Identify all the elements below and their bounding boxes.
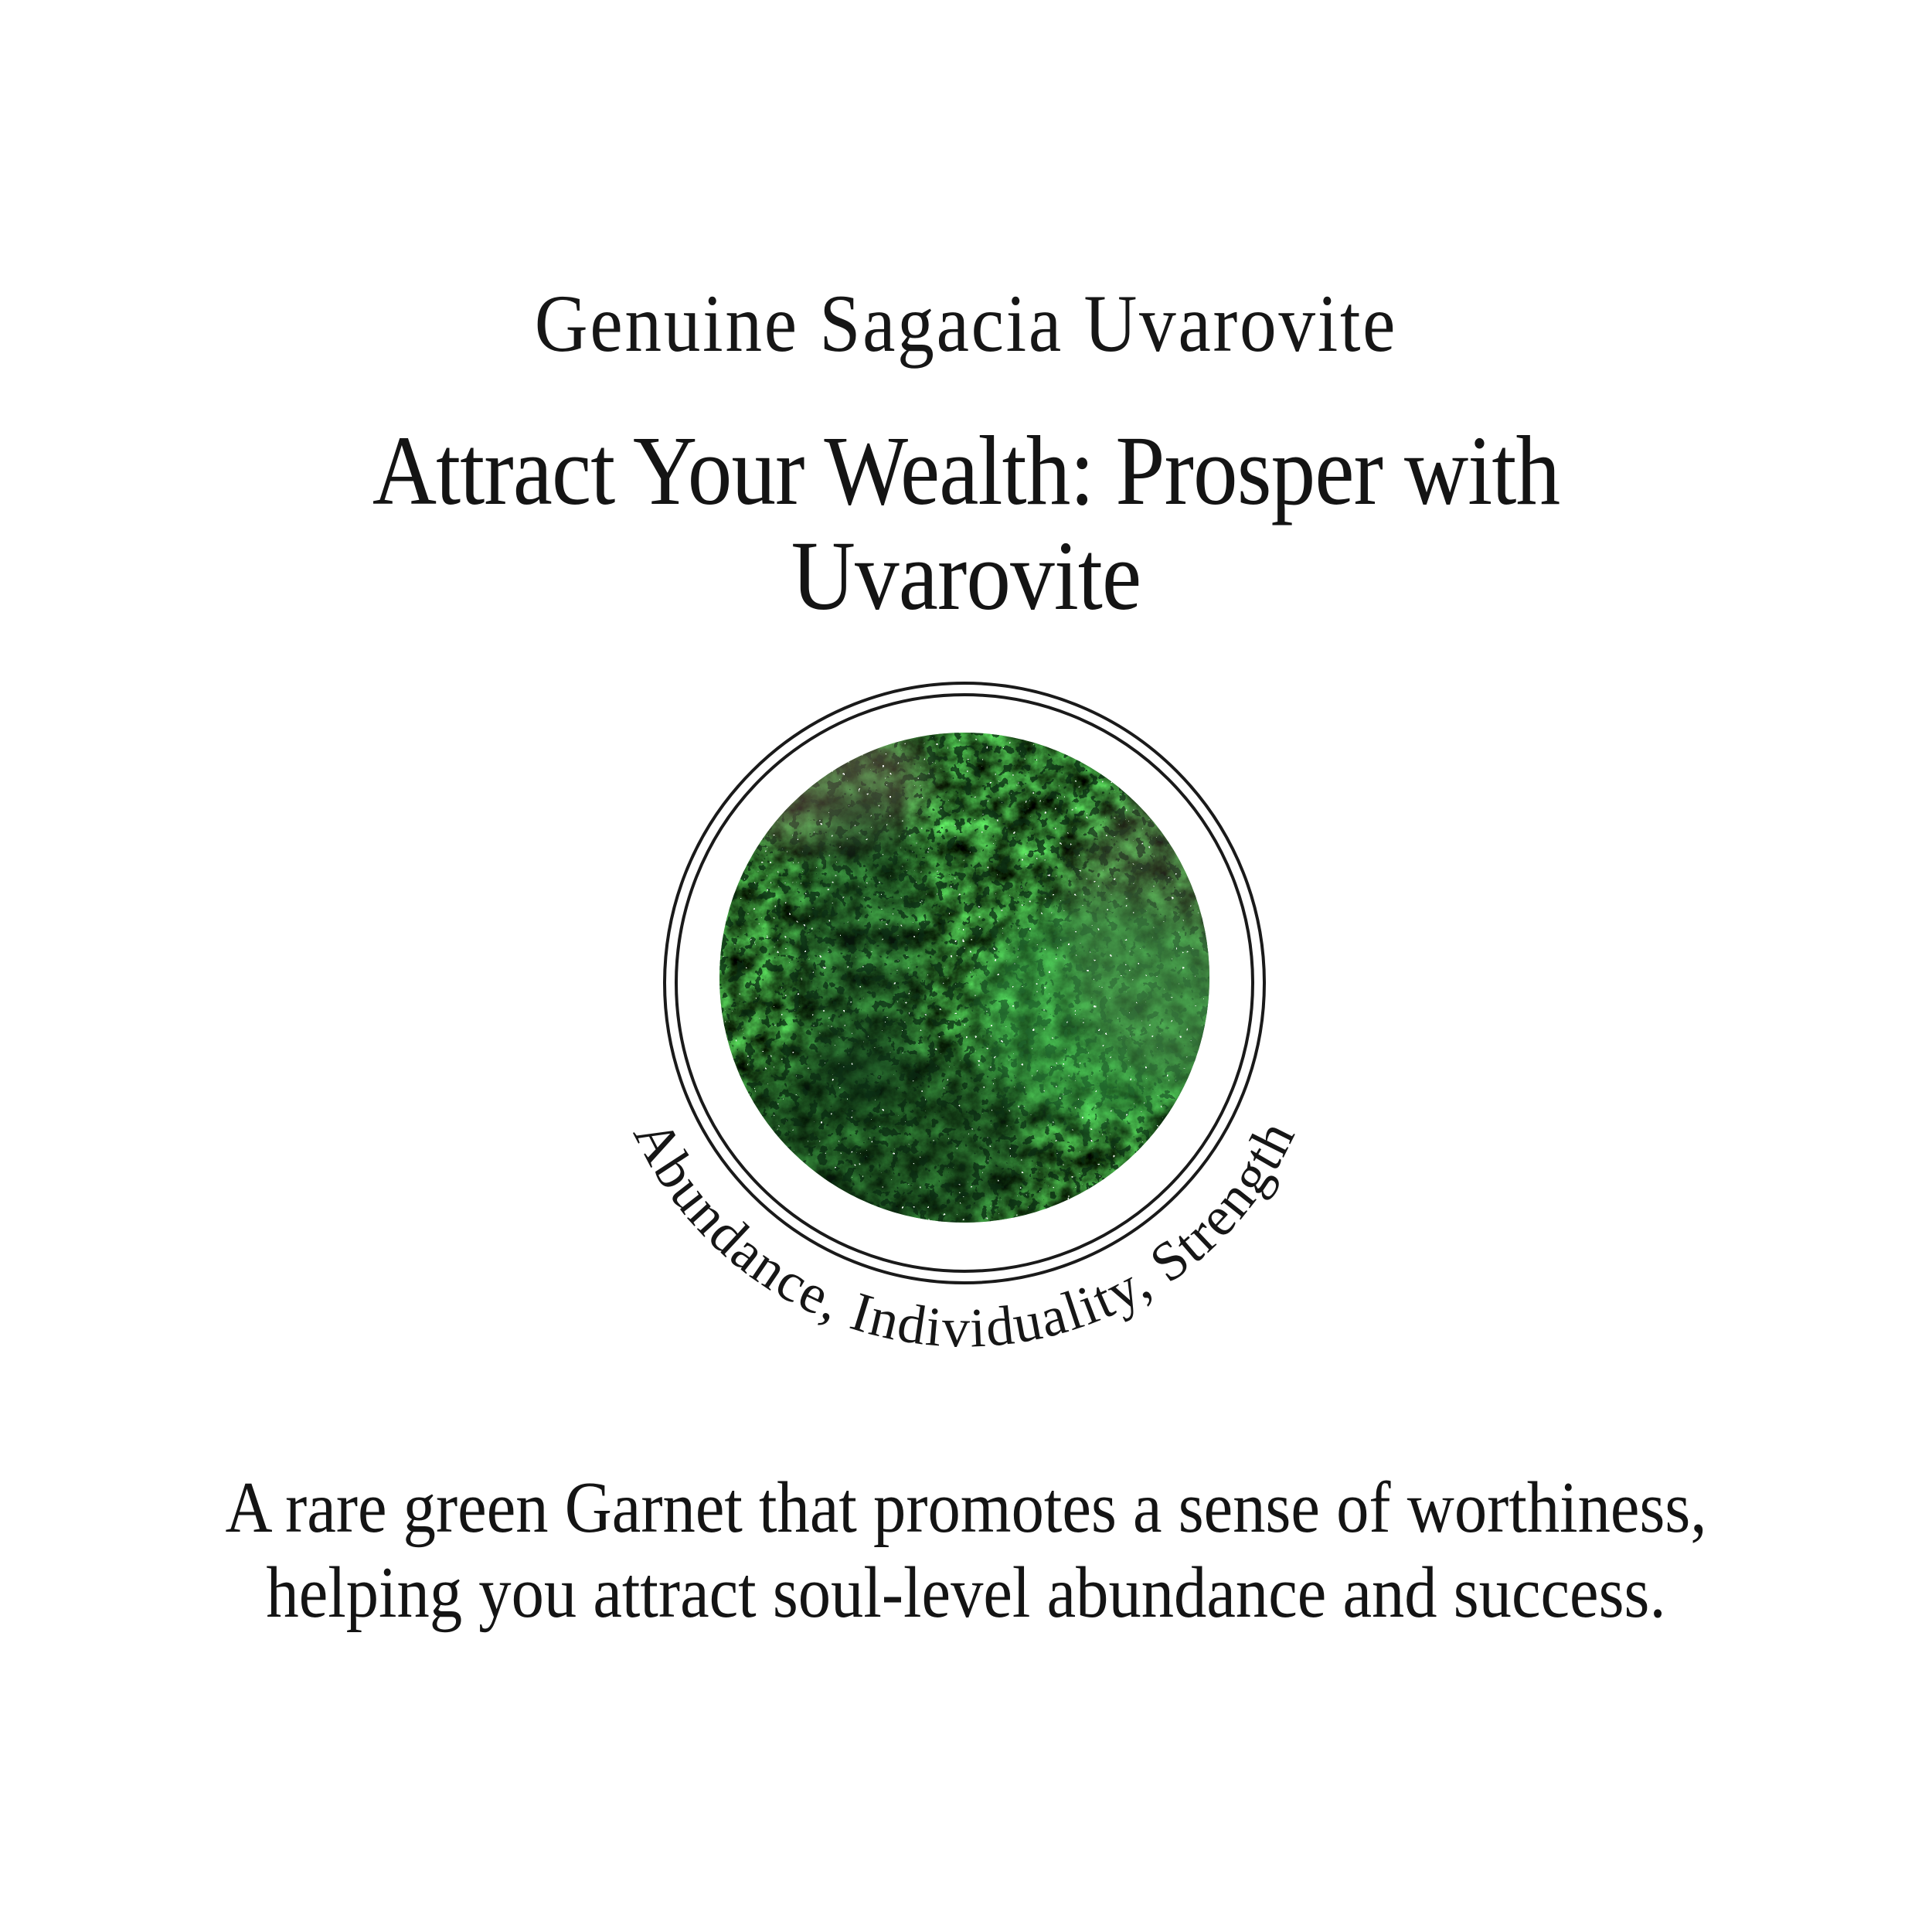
- brand-line: Genuine Sagacia Uvarovite: [534, 278, 1398, 369]
- uvarovite-stone-photo: [699, 715, 1298, 1252]
- main-title-line2: Uvarovite: [791, 521, 1141, 631]
- stone-badge: [464, 634, 1468, 1453]
- main-title-line1: Attract Your Wealth: Prosper with: [372, 416, 1560, 526]
- description-line2: helping you attract soul-level abundance and success.: [266, 1553, 1666, 1633]
- main-title: [236, 416, 1696, 631]
- description: [131, 1465, 1801, 1635]
- badge-arc-text: Abundance, Individuality, Strength: [621, 1109, 1308, 1359]
- description-line1: A rare green Garnet that promotes a sense of worthiness,: [225, 1468, 1707, 1548]
